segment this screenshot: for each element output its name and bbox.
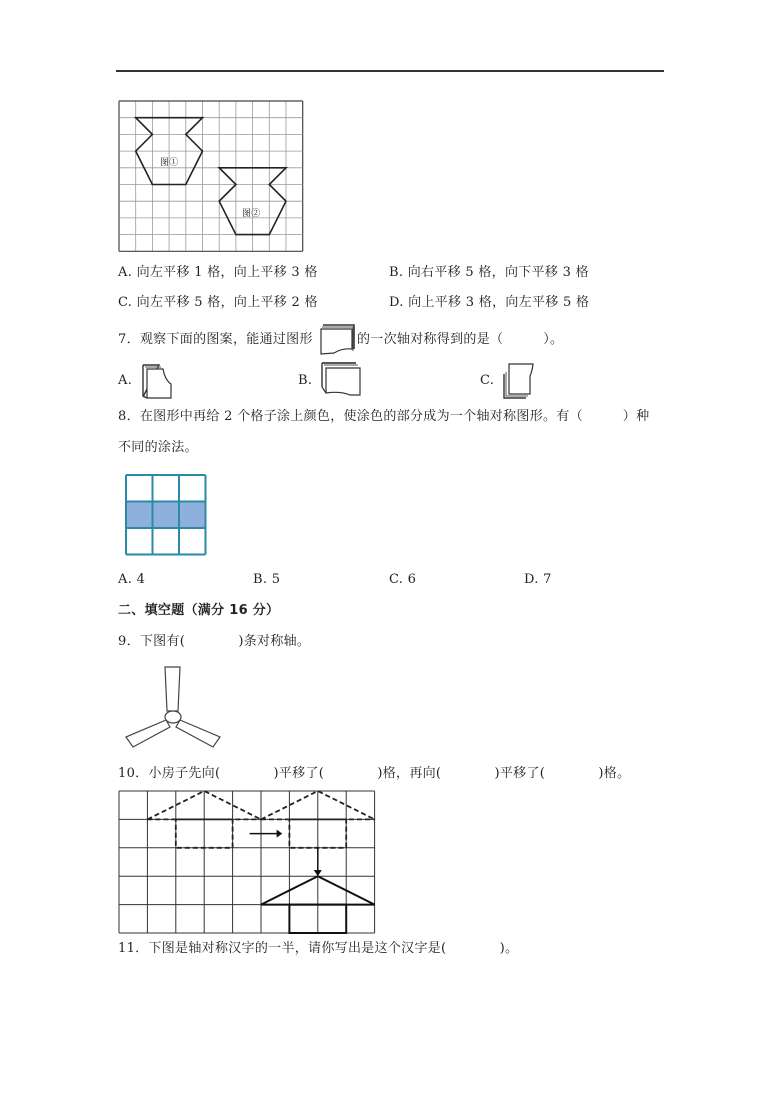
q8-option-d[interactable] (524, 572, 552, 588)
option-text: 向左平移 1 格，向上平移 3 格 (136, 265, 318, 280)
option-text: 5 (271, 572, 281, 587)
q8-grid-figure (126, 475, 208, 555)
option-text: 向左平移 5 格，向上平移 2 格 (136, 295, 318, 310)
q7-option-b-shape-icon[interactable] (320, 361, 364, 397)
option-key: D. (524, 572, 539, 587)
option-key: B. (389, 265, 404, 280)
option-key: A. (118, 265, 133, 280)
section-title-fill-in: 二、填空题（满分 16 分） (118, 603, 280, 618)
q10-house-grid-figure (119, 791, 379, 933)
fan-blade-left (126, 720, 170, 747)
option-text: 向右平移 5 格，向下平移 3 格 (407, 265, 589, 280)
q7-question-prefix: 7．观察下面的图案，能通过图形 (118, 332, 313, 347)
fan-blade-top (165, 667, 180, 711)
q6-label-fig2: 图② (242, 209, 261, 219)
q7-option-b-key[interactable]: B. (298, 373, 313, 388)
option-key: D. (389, 295, 404, 310)
arrow-right-head-icon (277, 830, 283, 838)
q9-fan-figure (124, 665, 224, 747)
q7-source-shape-icon (320, 323, 358, 357)
q8-question-line1: 8．在图形中再给 2 个格子涂上颜色，使涂色的部分成为一个轴对称图形。有（ ）种 (118, 409, 650, 424)
q6-label-fig1: 图① (160, 158, 179, 168)
fan-blade-right (176, 720, 220, 747)
q10-question: 10．小房子先向( )平移了( )格，再向( )平移了( )格。 (118, 766, 631, 781)
q6-option-b[interactable] (389, 265, 589, 281)
q7-option-a-shape-icon[interactable] (141, 362, 175, 400)
q7-question-suffix: 的一次轴对称得到的是（ ）。 (357, 332, 564, 347)
q7-option-c-shape-icon[interactable] (502, 362, 536, 402)
option-key: C. (118, 295, 133, 310)
option-key: C. (389, 572, 404, 587)
q6-option-d[interactable] (389, 295, 589, 311)
q6-option-a[interactable] (118, 265, 318, 281)
option-text: 向上平移 3 格，向左平移 5 格 (408, 295, 590, 310)
q8-option-a[interactable] (118, 572, 145, 588)
q7-option-c-key[interactable]: C. (480, 373, 495, 388)
option-text: 6 (407, 572, 417, 587)
q6-option-c[interactable] (118, 295, 318, 311)
q6-grid-figure (119, 101, 304, 253)
option-key: A. (118, 572, 133, 587)
q8-question-line2: 不同的涂法。 (118, 440, 198, 455)
shaded-row (126, 502, 206, 529)
option-text: 7 (543, 572, 552, 587)
fan-hub (165, 711, 181, 723)
option-key: B. (253, 572, 268, 587)
q9-question: 9．下图有( )条对称轴。 (118, 634, 311, 649)
header-rule (116, 70, 664, 72)
q8-option-c[interactable] (389, 572, 416, 588)
q11-question: 11．下图是轴对称汉字的一半，请你写出是这个汉字是( )。 (118, 941, 519, 956)
q7-option-a-key[interactable]: A. (118, 373, 133, 388)
arrow-down-head-icon (314, 870, 322, 876)
option-text: 4 (136, 572, 146, 587)
q8-option-b[interactable] (253, 572, 280, 588)
